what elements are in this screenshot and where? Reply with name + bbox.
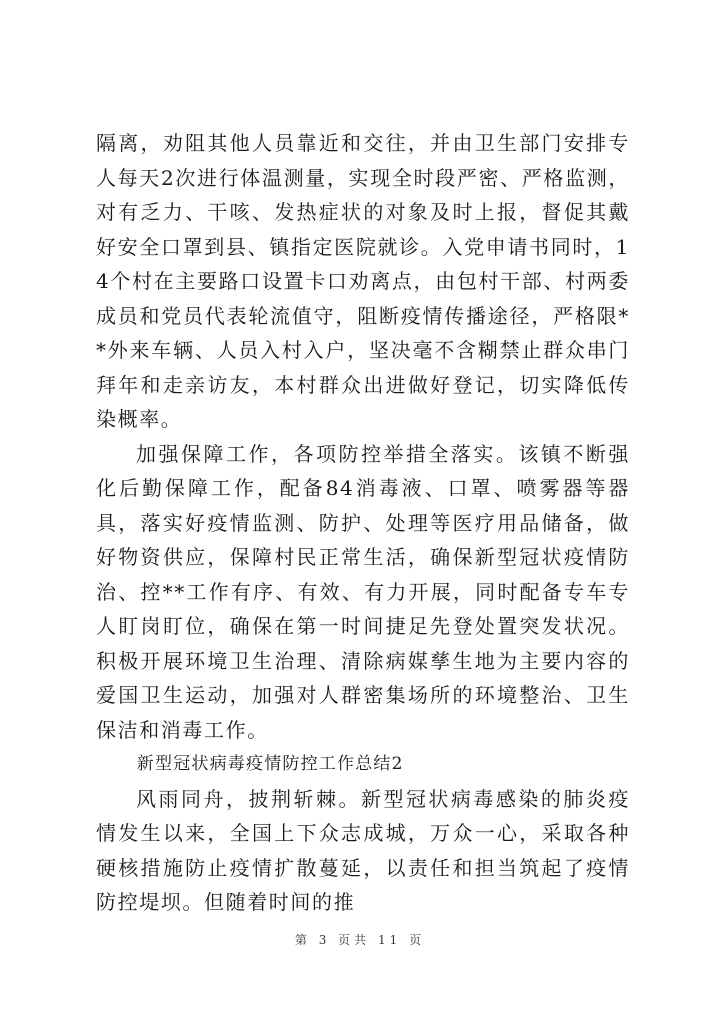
section-heading: 新型冠状病毒疫情防控工作总结2 bbox=[136, 754, 404, 774]
paragraph-summary-intro: 风雨同舟，披荆斩棘。新型冠状病毒感染的肺炎疫情发生以来，全国上下众志成城，万众一心，采取各种硬核措施防止疫情扩散蔓延，以责任和担当筑起了疫情防控堤坝。但随着时间的推 bbox=[96, 786, 630, 914]
paragraph-support-work: 加强保障工作，各项防控举措全落实。该镇不断强化后勤保障工作，配备84消毒液、口罩、喷雾器等器具，落实好疫情监测、防护、处理等医疗用品储备，做好物资供应，保障村民正常生活，确保新型冠状疫情防治、控**工作有序、有效、有力开展，同时配备专车专人盯岗盯位，确保在第一时间捷足先登处置突发状况。积极开展环境卫生治理、清除病媒孳生地为主要内容的爱国卫生运动，加强对人群密集场所的环境整治、卫生保洁和消毒工作。 bbox=[96, 441, 630, 742]
paragraph-quarantine-measures: 隔离，劝阻其他人员靠近和交往，并由卫生部门安排专人每天2次进行体温测量，实现全时段严密、严格监测，对有乏力、干咳、发热症状的对象及时上报，督促其戴好安全口罩到县、镇指定医院就诊。入党申请书同时，14个村在主要路口设置卡口劝离点，由包村干部、村两委成员和党员代表轮流值守，阻断疫情传播途径，严格限**外来车辆、人员入村入户，坚决毫不含糊禁止群众串门拜年和走亲访友，本村群众出进做好登记，切实降低传染概率。 bbox=[96, 131, 630, 431]
document-body bbox=[96, 126, 630, 920]
page-footer: 第 3 页共 11 页 bbox=[294, 933, 426, 947]
